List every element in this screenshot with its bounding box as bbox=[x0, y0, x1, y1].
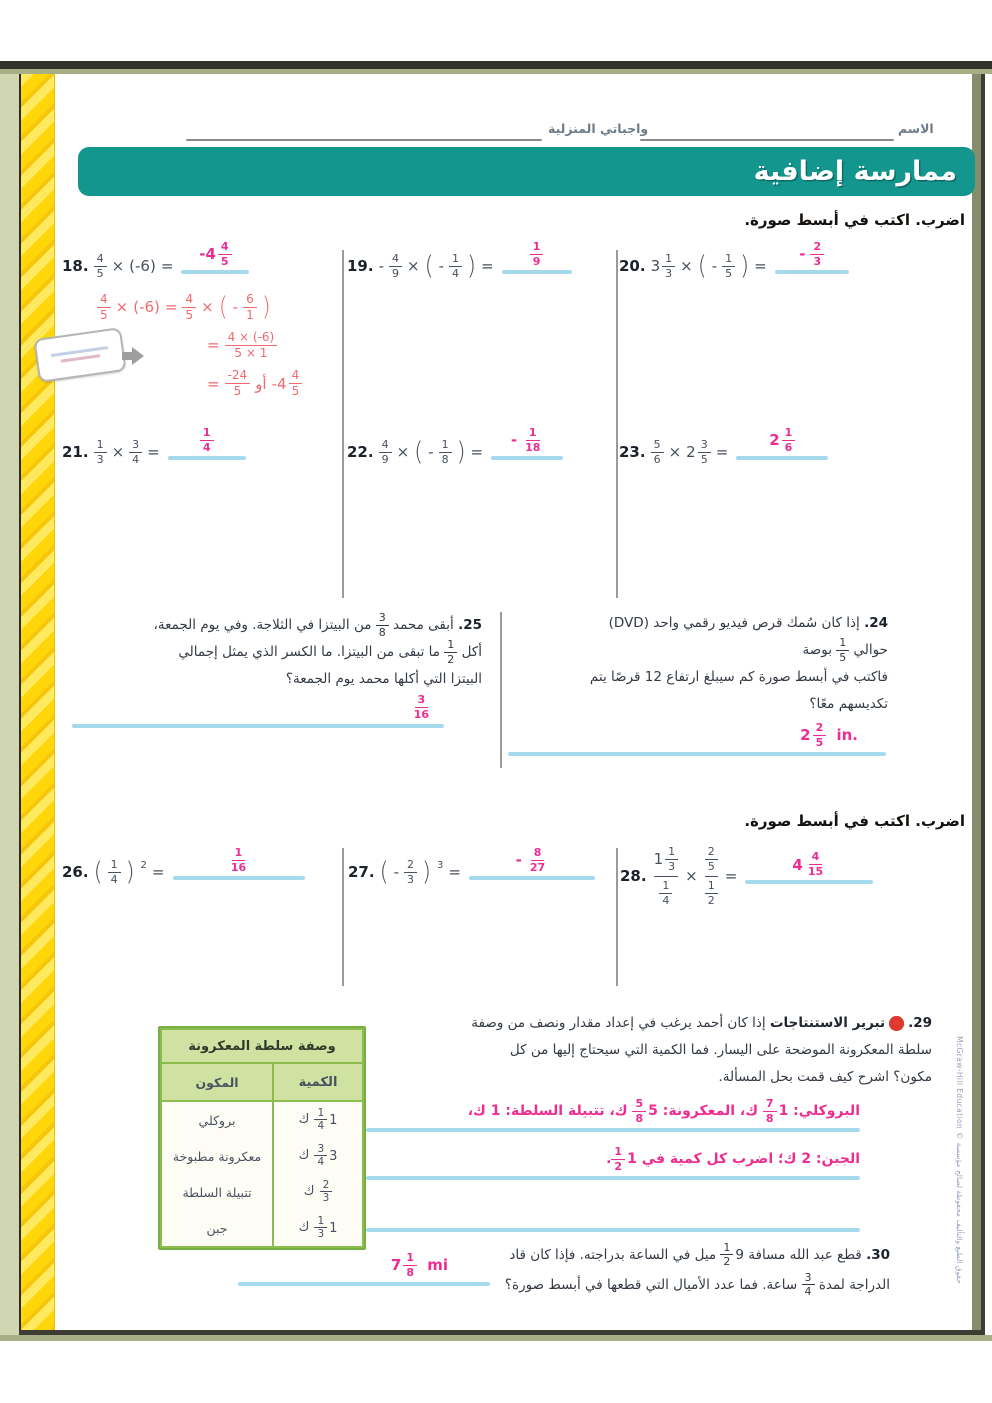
problem-23-expression: 23. $\frac{5}{6}$ × 2 3 5 = bbox=[619, 438, 729, 466]
problem-30-line1: 30. قطع عبد الله مسافة 9 1 2 ميل في الساعة بدراجته. فإذا كان قاد bbox=[509, 1240, 890, 1269]
answer-line bbox=[508, 752, 886, 756]
problem-26-expression: 26. ( 1 4 ) 2 = bbox=[62, 857, 165, 887]
problem-30-answer: 7 1 8 mi bbox=[390, 1251, 448, 1279]
page-right-border bbox=[981, 74, 985, 1330]
section-banner bbox=[78, 147, 975, 196]
recipe-table-header bbox=[162, 1064, 362, 1100]
answer-line bbox=[366, 1176, 860, 1180]
page-right-edge bbox=[972, 74, 981, 1330]
problem-25-line2: أكل 1 2 ما تبقى من البيتزا. ما الكسر الذي يمثل إجمالي bbox=[178, 638, 482, 666]
problem-24 bbox=[508, 610, 888, 718]
problem-29-line3: مكون؟ اشرح كيف قمت بحل المسألة. bbox=[718, 1069, 932, 1086]
problem-29-answer-1: البروكلي: 1 7 8 ك، المعكرونة: 5 5 8 ك، تتبيلة السلطة: 1 ك، bbox=[467, 1097, 860, 1125]
problem-30-answer-slot[interactable] bbox=[238, 1252, 490, 1286]
problem-18-expression: 18. $\frac{4}{5}$ × (-6) = bbox=[62, 252, 174, 280]
problem-24-line3: فاكتب في أبسط صورة كم سيبلغ ارتفاع 12 قرصًا يتم bbox=[589, 669, 888, 686]
work-line-3: = $\frac{-24}{5}$ أو -4 4 5 bbox=[207, 369, 302, 398]
problem-18 bbox=[62, 240, 249, 283]
problem-19-answer: 1 9 bbox=[530, 241, 544, 268]
page-top-border bbox=[0, 61, 992, 69]
table-row bbox=[162, 1210, 362, 1246]
problem-30-line2: الدراجة لمدة 3 4 ساعة. فما عدد الأميال التي قطعها في أبسط صورة؟ bbox=[504, 1270, 890, 1299]
column-divider bbox=[342, 250, 344, 598]
table-row bbox=[162, 1102, 362, 1138]
answer-line bbox=[469, 876, 595, 880]
problem-19-answer-slot[interactable] bbox=[502, 241, 572, 274]
column-divider bbox=[500, 612, 502, 768]
ingredient-cell: جبن bbox=[162, 1210, 272, 1246]
problem-27-answer: - 8 27 bbox=[515, 846, 546, 874]
problem-21-expression: 21. $\frac{1}{3}$ × $\frac{3}{4}$ = bbox=[62, 438, 160, 466]
problem-20-answer: - 2 3 bbox=[799, 241, 824, 268]
problem-29-line1: 29. تبرير الاستنتاجات إذا كان أحمد يرغب في إعداد مقدار ونصف من وصفة bbox=[471, 1015, 932, 1032]
problem-29-answer-slot-2[interactable] bbox=[366, 1146, 860, 1180]
table-row bbox=[162, 1174, 362, 1210]
answer-line bbox=[168, 456, 246, 460]
quantity-cell: 1 1 4 ك bbox=[274, 1102, 362, 1138]
page-top-edge bbox=[0, 69, 992, 74]
yellow-stripe-band bbox=[21, 74, 55, 1330]
answer-line bbox=[502, 270, 572, 274]
problem-22-answer-slot[interactable] bbox=[491, 427, 563, 460]
problem-27-answer-slot[interactable] bbox=[469, 847, 595, 880]
answer-line bbox=[745, 880, 873, 884]
page-title: ممارسة إضافية bbox=[753, 156, 957, 187]
ingredient-cell: معكرونة مطبوخة bbox=[162, 1138, 272, 1174]
homework-blank-line[interactable] bbox=[186, 139, 542, 141]
answer-line bbox=[491, 456, 563, 460]
answer-line bbox=[181, 270, 249, 274]
page-bottom-edge bbox=[0, 1335, 992, 1341]
problem-29-answer-slot-3[interactable] bbox=[366, 1228, 860, 1232]
column-header-quantity: الكمية bbox=[274, 1064, 362, 1100]
problem-27 bbox=[348, 846, 595, 889]
problem-24-line2: حوالي 1 5 بوصة bbox=[802, 636, 888, 664]
problem-22 bbox=[347, 426, 563, 469]
problem-20 bbox=[619, 240, 849, 283]
work-line-1: $\frac{4}{5}$ × (-6) = $\frac{4}{5}$ × ( - 6 1 ) bbox=[97, 293, 302, 322]
problem-26-answer: 1 16 bbox=[230, 846, 247, 874]
table-row bbox=[162, 1138, 362, 1174]
problem-28 bbox=[620, 846, 873, 907]
copyright-text: McGraw-Hill Education © حقوق الطبع والتأليف محفوظة لصالح مؤسسة bbox=[955, 1036, 964, 1284]
quantity-cell: 2 3 ك bbox=[274, 1174, 362, 1210]
problem-27-expression: 27. ( - 2 3 ) 3 = bbox=[348, 857, 461, 887]
problem-24-answer: 2 2 5 in. bbox=[800, 721, 858, 749]
homework-label: واجباتي المنزلية bbox=[548, 121, 649, 136]
recipe-table-title: وصفة سلطة المعكرونة bbox=[162, 1030, 362, 1062]
problem-25-line1: 25. أبقى محمد 3 8 من البيتزا في الثلاجة. وفي يوم الجمعة، bbox=[153, 611, 482, 639]
problem-23-answer-slot[interactable] bbox=[736, 427, 828, 460]
problem-29-answer-2: الجبن: 2 ك؛ اضرب كل كمية في 1 1 2 . bbox=[606, 1145, 860, 1173]
recipe-table-body bbox=[162, 1102, 362, 1246]
answer-line bbox=[366, 1228, 860, 1232]
instruction-first: اضرب. اكتب في أبسط صورة. bbox=[744, 211, 965, 229]
problem-24-line1: 24. إذا كان سُمك قرص فيديو رقمي واحد (DVD) bbox=[608, 615, 888, 632]
problem-24-line4: تكديسهم معًا؟ bbox=[809, 696, 888, 713]
instruction-second: اضرب. اكتب في أبسط صورة. bbox=[744, 812, 965, 830]
problem-20-answer-slot[interactable] bbox=[775, 241, 849, 274]
arrow-right-icon bbox=[122, 347, 146, 365]
column-divider bbox=[616, 848, 618, 986]
problem-25 bbox=[60, 612, 482, 693]
problem-21-answer: 1 4 bbox=[200, 427, 214, 454]
problem-23 bbox=[619, 426, 828, 469]
ingredient-cell: تتبيلة السلطة bbox=[162, 1174, 272, 1210]
problem-25-answer: 3 16 bbox=[413, 693, 429, 721]
recipe-table bbox=[158, 1026, 366, 1250]
problem-18-answer: -4 4 5 bbox=[199, 241, 231, 268]
answer-line bbox=[775, 270, 849, 274]
problem-30 bbox=[495, 1240, 890, 1300]
problem-28-expression: 28. 1 1 3 1 4 × 2 5 1 2 = bbox=[620, 845, 738, 908]
problem-22-answer: - 1 18 bbox=[510, 426, 541, 454]
quantity-cell: 1 1 3 ك bbox=[274, 1210, 362, 1246]
answer-line bbox=[72, 724, 444, 728]
ingredient-cell: بروكلي bbox=[162, 1102, 272, 1138]
problem-23-answer: 2 1 6 bbox=[769, 427, 795, 454]
name-label: الاسم bbox=[898, 121, 934, 136]
stamp-scribble bbox=[60, 354, 100, 363]
answer-line bbox=[173, 876, 305, 880]
work-line-2: = $\frac{4 \times (-6)}{5 \times 1}$ bbox=[207, 331, 302, 360]
problem-28-answer-slot[interactable] bbox=[745, 851, 873, 884]
problem-20-expression: 20. 3 1 3 × ( - 1 5 ) = bbox=[619, 251, 767, 281]
practice-stamp bbox=[36, 331, 140, 381]
problem-24-answer-slot[interactable] bbox=[508, 722, 886, 756]
problem-25-answer-slot[interactable] bbox=[72, 694, 444, 728]
problem-25-line3: البيتزا التي أكلها محمد يوم الجمعة؟ bbox=[285, 671, 482, 688]
problem-28-answer: 4 4 15 bbox=[792, 850, 824, 878]
name-blank-line[interactable] bbox=[640, 139, 894, 141]
column-divider bbox=[342, 848, 344, 986]
stamp-box-icon bbox=[33, 327, 126, 383]
problem-29 bbox=[360, 1010, 932, 1091]
problem-19 bbox=[347, 240, 572, 283]
column-header-ingredient: المكون bbox=[162, 1064, 272, 1100]
column-divider bbox=[616, 250, 618, 598]
answer-line bbox=[736, 456, 828, 460]
problem-26-answer-slot[interactable] bbox=[173, 847, 305, 880]
problem-21 bbox=[62, 426, 246, 469]
problem-26 bbox=[62, 846, 305, 889]
badge-icon bbox=[889, 1016, 904, 1031]
answer-line bbox=[366, 1128, 860, 1132]
page-left-edge bbox=[0, 74, 19, 1335]
problem-22-expression: 22. $\frac{4}{9}$ × ( - 1 8 ) = bbox=[347, 437, 484, 467]
answer-line bbox=[238, 1282, 490, 1286]
quantity-cell: 3 3 4 ك bbox=[274, 1138, 362, 1174]
problem-18-answer-slot[interactable] bbox=[181, 241, 249, 274]
problem-29-answer-slot-1[interactable] bbox=[366, 1098, 860, 1132]
problem-29-line2: سلطة المعكرونة الموضحة على اليسار. فما الكمية التي سيحتاج إليها من كل bbox=[509, 1042, 932, 1059]
problem-19-expression: 19. - $\frac{4}{9}$ × ( - 1 4 ) = bbox=[347, 251, 494, 281]
problem-21-answer-slot[interactable] bbox=[168, 427, 246, 460]
